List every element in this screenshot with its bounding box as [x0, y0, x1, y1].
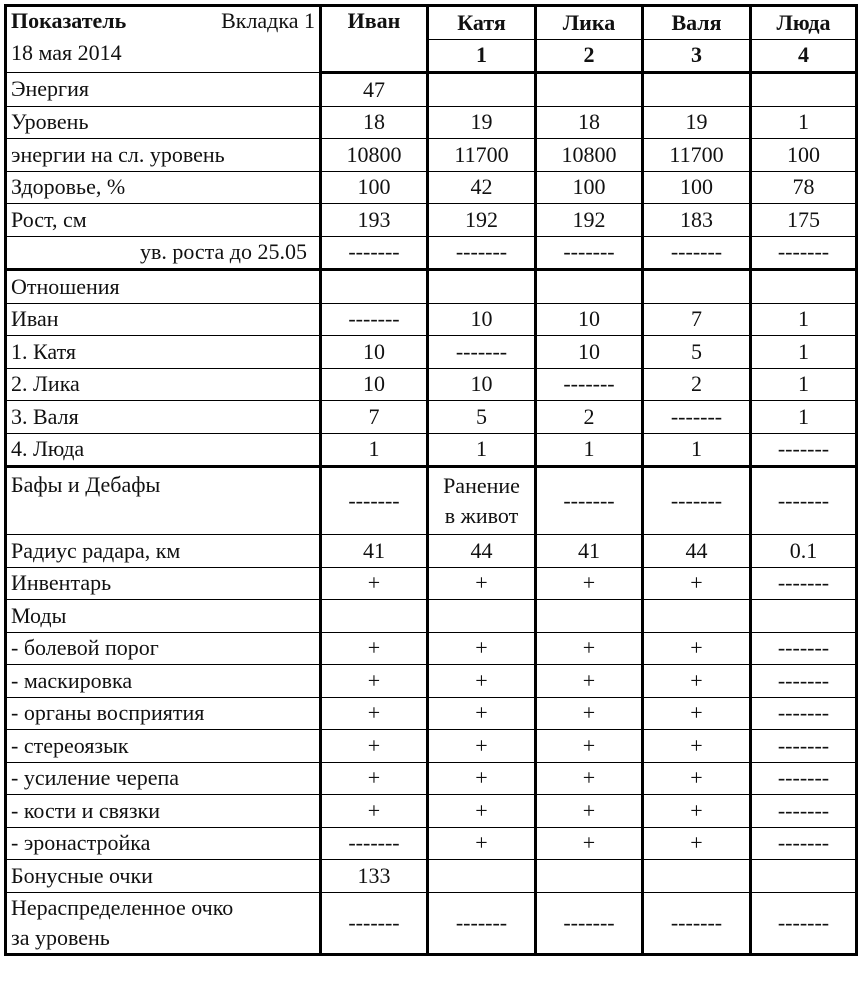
- cell: [428, 270, 536, 304]
- cell: 100: [536, 171, 643, 204]
- cell: 100: [321, 171, 428, 204]
- cell: -------: [751, 795, 857, 828]
- buff-cell-katya: [428, 467, 536, 535]
- table-row: [6, 401, 857, 434]
- cell: 10: [428, 303, 536, 336]
- cell: -------: [536, 368, 643, 401]
- cell: -------: [751, 236, 857, 270]
- player-header-valya: Валя: [643, 6, 751, 40]
- cell: +: [536, 730, 643, 763]
- table-row: [6, 171, 857, 204]
- cell: [536, 600, 643, 633]
- player-header-lyuda: Люда: [751, 6, 857, 40]
- cell: +: [536, 567, 643, 600]
- table-row: [6, 368, 857, 401]
- row-label: - эронастройка: [6, 827, 321, 860]
- cell: +: [321, 665, 428, 698]
- row-label: - маскировка: [6, 665, 321, 698]
- cell: [428, 600, 536, 633]
- cell: [751, 860, 857, 893]
- cell: 192: [536, 204, 643, 237]
- cell: +: [321, 697, 428, 730]
- cell: 192: [428, 204, 536, 237]
- table-row: [6, 433, 857, 467]
- cell: -------: [751, 730, 857, 763]
- cell: +: [643, 567, 751, 600]
- row-label: [6, 892, 321, 954]
- table-row: [6, 535, 857, 568]
- buff-line: в живот: [444, 503, 519, 528]
- cell: -------: [643, 892, 751, 954]
- cell: +: [536, 665, 643, 698]
- cell: +: [643, 632, 751, 665]
- cell: -------: [428, 236, 536, 270]
- cell: [321, 600, 428, 633]
- cell: [321, 270, 428, 304]
- cell: 44: [428, 535, 536, 568]
- cell: 7: [321, 401, 428, 434]
- cell: -------: [751, 762, 857, 795]
- table-row: [6, 467, 857, 535]
- cell: +: [321, 567, 428, 600]
- player-header-ivan: Иван: [321, 6, 428, 73]
- cell: +: [428, 567, 536, 600]
- player-number-2: 2: [536, 39, 643, 73]
- cell: 42: [428, 171, 536, 204]
- cell: -------: [536, 236, 643, 270]
- row-label: Радиус радара, км: [6, 535, 321, 568]
- cell: [536, 860, 643, 893]
- row-label: Бафы и Дебафы: [6, 467, 321, 535]
- cell: [643, 860, 751, 893]
- player-number-4: 4: [751, 39, 857, 73]
- player-header-katya: Катя: [428, 6, 536, 40]
- table-row: [6, 730, 857, 763]
- cell: 1: [751, 401, 857, 434]
- cell: -------: [536, 892, 643, 954]
- row-label: Уровень: [6, 106, 321, 139]
- cell: [751, 600, 857, 633]
- row-label: Иван: [6, 303, 321, 336]
- cell: 133: [321, 860, 428, 893]
- cell: -------: [321, 303, 428, 336]
- row-label: Моды: [6, 600, 321, 633]
- table-row: [6, 336, 857, 369]
- cell: 2: [643, 368, 751, 401]
- cell: 2: [536, 401, 643, 434]
- table-row: [6, 270, 857, 304]
- cell: [751, 270, 857, 304]
- cell: [536, 270, 643, 304]
- cell: +: [643, 665, 751, 698]
- cell: +: [536, 795, 643, 828]
- cell: -------: [751, 567, 857, 600]
- header-label-cell: [6, 6, 321, 73]
- row-label: Инвентарь: [6, 567, 321, 600]
- row-label: Бонусные очки: [6, 860, 321, 893]
- row-label: Энергия: [6, 73, 321, 107]
- cell: [643, 73, 751, 107]
- player-header-lika: Лика: [536, 6, 643, 40]
- row-label: - усиление черепа: [6, 762, 321, 795]
- cell: -------: [536, 467, 643, 535]
- cell: +: [428, 665, 536, 698]
- character-stats-table: [4, 4, 858, 956]
- row-label: 2. Лика: [6, 368, 321, 401]
- cell: 10: [536, 336, 643, 369]
- cell: 10800: [536, 139, 643, 172]
- row-label: - кости и связки: [6, 795, 321, 828]
- cell: +: [643, 827, 751, 860]
- cell: -------: [751, 697, 857, 730]
- cell: 19: [428, 106, 536, 139]
- table-row: [6, 600, 857, 633]
- row-label-line: Нераспределенное очко: [11, 894, 234, 920]
- header-row: [6, 6, 857, 40]
- cell: 1: [751, 106, 857, 139]
- cell: 10: [536, 303, 643, 336]
- row-label: Здоровье, %: [6, 171, 321, 204]
- cell: 10800: [321, 139, 428, 172]
- cell: -------: [643, 467, 751, 535]
- cell: 1: [751, 303, 857, 336]
- tab-label: Вкладка 1: [221, 8, 315, 33]
- cell: -------: [751, 892, 857, 954]
- cell: -------: [643, 236, 751, 270]
- table-row: [6, 303, 857, 336]
- row-label: - органы восприятия: [6, 697, 321, 730]
- cell: +: [428, 632, 536, 665]
- cell: 10: [321, 368, 428, 401]
- cell: +: [428, 795, 536, 828]
- cell: +: [428, 730, 536, 763]
- cell: 78: [751, 171, 857, 204]
- table-row: [6, 892, 857, 954]
- row-label: 1. Катя: [6, 336, 321, 369]
- cell: 100: [643, 171, 751, 204]
- row-label: Рост, см: [6, 204, 321, 237]
- cell: [643, 600, 751, 633]
- cell: +: [536, 632, 643, 665]
- cell: +: [321, 632, 428, 665]
- cell: 0.1: [751, 535, 857, 568]
- cell: -------: [751, 632, 857, 665]
- cell: 1: [536, 433, 643, 467]
- cell: +: [428, 827, 536, 860]
- table-row: [6, 827, 857, 860]
- cell: -------: [428, 892, 536, 954]
- cell: 18: [536, 106, 643, 139]
- buff-text: [443, 471, 520, 531]
- cell: 1: [321, 433, 428, 467]
- cell: 47: [321, 73, 428, 107]
- cell: +: [428, 762, 536, 795]
- cell: -------: [428, 336, 536, 369]
- table-row: [6, 762, 857, 795]
- cell: 175: [751, 204, 857, 237]
- cell: [643, 270, 751, 304]
- cell: -------: [643, 401, 751, 434]
- cell: -------: [321, 236, 428, 270]
- cell: +: [643, 795, 751, 828]
- cell: -------: [751, 467, 857, 535]
- cell: [428, 73, 536, 107]
- cell: -------: [321, 467, 428, 535]
- cell: +: [643, 697, 751, 730]
- player-number-3: 3: [643, 39, 751, 73]
- row-label-line: за уровень: [11, 924, 110, 950]
- cell: [751, 73, 857, 107]
- cell: +: [536, 827, 643, 860]
- cell: 10: [321, 336, 428, 369]
- cell: 193: [321, 204, 428, 237]
- cell: +: [321, 730, 428, 763]
- player-number-1: 1: [428, 39, 536, 73]
- cell: 44: [643, 535, 751, 568]
- cell: 1: [751, 336, 857, 369]
- table-row: [6, 139, 857, 172]
- cell: 18: [321, 106, 428, 139]
- cell: -------: [751, 433, 857, 467]
- cell: 183: [643, 204, 751, 237]
- table-row: [6, 567, 857, 600]
- cell: -------: [321, 892, 428, 954]
- cell: +: [321, 795, 428, 828]
- table-row: [6, 204, 857, 237]
- table-row: [6, 73, 857, 107]
- cell: 10: [428, 368, 536, 401]
- table-row: [6, 236, 857, 270]
- cell: [428, 860, 536, 893]
- cell: -------: [321, 827, 428, 860]
- cell: 19: [643, 106, 751, 139]
- table-row: [6, 697, 857, 730]
- row-label: 3. Валя: [6, 401, 321, 434]
- cell: +: [643, 730, 751, 763]
- table-row: [6, 632, 857, 665]
- cell: [536, 73, 643, 107]
- cell: +: [536, 762, 643, 795]
- table-title: Показатель: [11, 8, 127, 33]
- cell: 100: [751, 139, 857, 172]
- buff-line: Ранение: [443, 473, 520, 498]
- row-label: 4. Люда: [6, 433, 321, 467]
- table-date: 18 мая 2014: [11, 40, 122, 65]
- cell: 5: [428, 401, 536, 434]
- cell: 1: [428, 433, 536, 467]
- cell: -------: [751, 827, 857, 860]
- section-heading: Отношения: [6, 270, 321, 304]
- row-label: - стереоязык: [6, 730, 321, 763]
- row-label: энергии на сл. уровень: [6, 139, 321, 172]
- cell: +: [428, 697, 536, 730]
- table-row: [6, 106, 857, 139]
- cell: 7: [643, 303, 751, 336]
- cell: 41: [536, 535, 643, 568]
- cell: +: [536, 697, 643, 730]
- table-row: [6, 795, 857, 828]
- cell: 1: [751, 368, 857, 401]
- table-row: [6, 665, 857, 698]
- cell: 41: [321, 535, 428, 568]
- cell: +: [321, 762, 428, 795]
- cell: -------: [751, 665, 857, 698]
- row-label: ув. роста до 25.05: [6, 236, 321, 270]
- cell: 11700: [643, 139, 751, 172]
- cell: 1: [643, 433, 751, 467]
- table-row: [6, 860, 857, 893]
- row-label: - болевой порог: [6, 632, 321, 665]
- cell: 5: [643, 336, 751, 369]
- cell: +: [643, 762, 751, 795]
- cell: 11700: [428, 139, 536, 172]
